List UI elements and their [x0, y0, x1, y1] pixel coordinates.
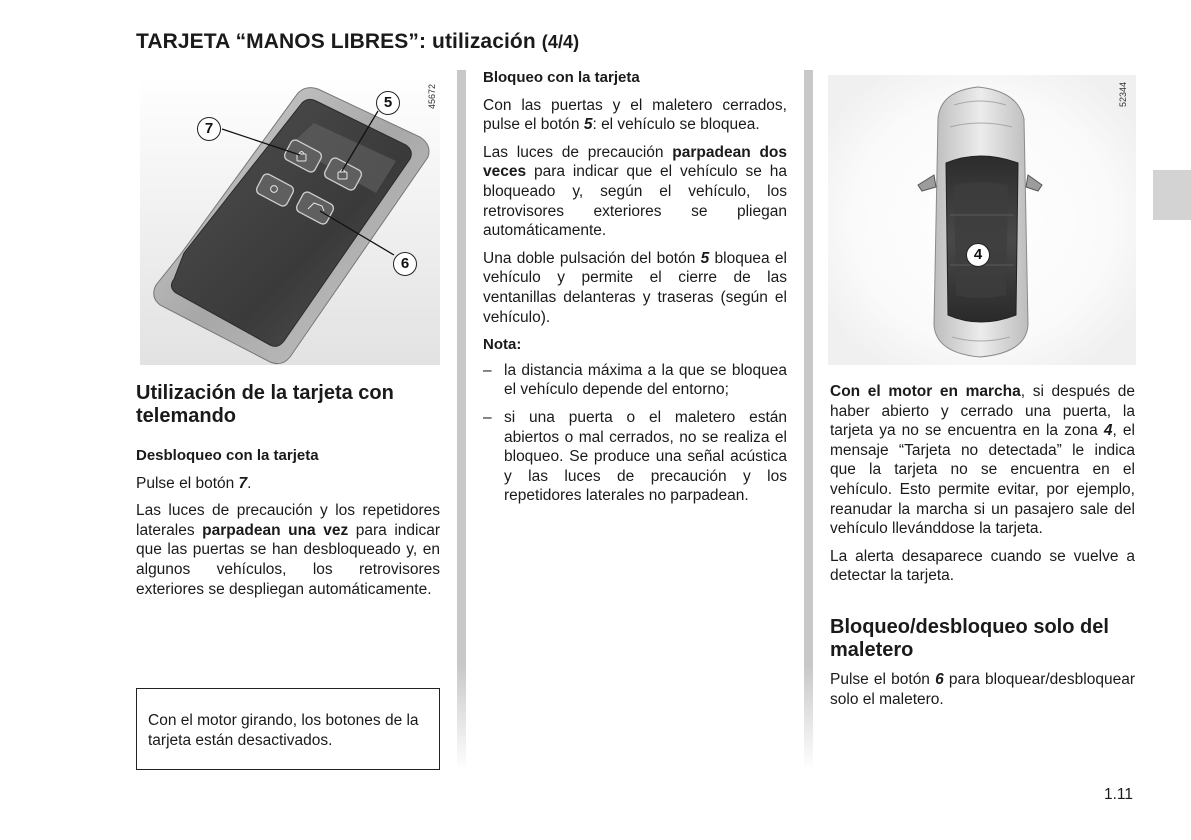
- text-fragment: .: [247, 474, 252, 492]
- text-fragment: Las luces de precaución y los repetidores laterales: [136, 502, 440, 539]
- section-title-remote: Utilización de la tarjeta con telemando: [136, 382, 394, 427]
- lock-description: [483, 143, 787, 241]
- lock-heading: Bloqueo con la tarjeta: [483, 69, 640, 86]
- lock-instruction: [483, 96, 787, 135]
- page-title-part: (4/4): [541, 32, 580, 52]
- emphasis: parpadean una vez: [202, 521, 349, 539]
- emphasis: parpadean dos veces: [483, 143, 788, 181]
- column-1: [136, 382, 440, 607]
- figure-code: 45672: [427, 83, 437, 109]
- note-box: Con el motor girando, los botones de la tarjeta están desactivados.: [136, 688, 440, 770]
- list-item: [483, 408, 787, 506]
- column-divider-left: [457, 70, 466, 770]
- text-fragment: Pulse el botón: [136, 474, 239, 492]
- car-illustration: [828, 75, 1136, 365]
- column-3: [830, 382, 1135, 717]
- callout-7: 7: [197, 117, 221, 141]
- column-divider-right: [804, 70, 813, 770]
- card-illustration: [140, 75, 440, 365]
- section-title-trunk: Bloqueo/desbloqueo solo del maletero: [830, 615, 1109, 661]
- section-tab: [1153, 170, 1191, 220]
- dash-bullet: –: [483, 361, 492, 379]
- button-ref: 6: [935, 670, 944, 688]
- page-title-text: TARJETA “MANOS LIBRES”: utilización: [136, 30, 536, 53]
- alert-paragraph: La alerta desaparece cuando se vuelve a detectar la tarjeta.: [830, 547, 1135, 585]
- engine-running-paragraph: [830, 382, 1135, 539]
- text-fragment: , el mensaje “Tarjeta no detectada” le indica que la tarjeta no se encuentra en el vehículo. Esto permite evitar, por ejemplo, reanudar la marcha si un pasajero sale del vehículo llevánddose la tarjeta.: [830, 422, 1135, 538]
- text-fragment: Con las puertas y el maletero cerrados, pulse el botón: [483, 96, 787, 134]
- text-fragment: para bloquear/desbloquear solo el maletero.: [830, 670, 1135, 708]
- zone-ref: 4: [1103, 422, 1113, 440]
- car-top-view-drawing: [828, 75, 1136, 365]
- list-item-text: la distancia máxima a la que se bloquea el vehículo depende del entorno;: [504, 361, 787, 399]
- note-list: [483, 361, 787, 506]
- double-press-description: [483, 249, 787, 327]
- callout-4: 4: [966, 243, 990, 267]
- text-fragment: , si después de haber abierto y cerrado una puerta, la tarjeta ya no se encuentra en la zona: [830, 383, 1135, 440]
- text-fragment: Las luces de precaución: [483, 143, 673, 161]
- button-ref: 5: [583, 116, 593, 134]
- text-fragment: : el vehículo se bloquea.: [592, 116, 760, 134]
- emphasis: Con el motor en marcha: [830, 383, 1021, 400]
- page-title: [136, 30, 579, 54]
- list-item-text: si una puerta o el maletero están abiertos o mal cerrados, no se realiza el bloqueo. Se produce una señal acústica y las luces de precaución y los repetidores laterales no parpadean.: [504, 408, 787, 505]
- callout-6: 6: [393, 252, 417, 276]
- figure-code: 52344: [1118, 81, 1128, 107]
- text-fragment: bloquea el vehículo y permite el cierre de las ventanillas delanteras y traseras (según el vehículo).: [483, 249, 787, 326]
- dash-bullet: –: [483, 408, 492, 426]
- page-number: 1.11: [1104, 786, 1134, 803]
- trunk-instruction: [830, 670, 1135, 709]
- note-label: Nota:: [483, 336, 522, 354]
- callout-5: 5: [376, 91, 400, 115]
- unlock-instruction: [136, 474, 440, 494]
- text-fragment: para indicar que las puertas se han desbloqueado y, en algunos vehículos, los retrovisores exteriores se despliegan automáticamente.: [136, 521, 440, 598]
- text-fragment: Una doble pulsación del botón: [483, 249, 701, 267]
- text-fragment: Pulse el botón: [830, 670, 936, 688]
- text-fragment: para indicar que el vehículo se ha bloqueado y, según el vehículo, los retrovisores exteriores se pliegan automáticamente.: [483, 163, 787, 240]
- list-item: [483, 361, 787, 400]
- button-ref: 5: [700, 249, 710, 267]
- column-2: [483, 68, 787, 514]
- button-ref: 7: [238, 474, 248, 492]
- unlock-description: [136, 501, 440, 599]
- hands-free-card-drawing: [140, 75, 440, 365]
- unlock-heading: Desbloqueo con la tarjeta: [136, 447, 319, 464]
